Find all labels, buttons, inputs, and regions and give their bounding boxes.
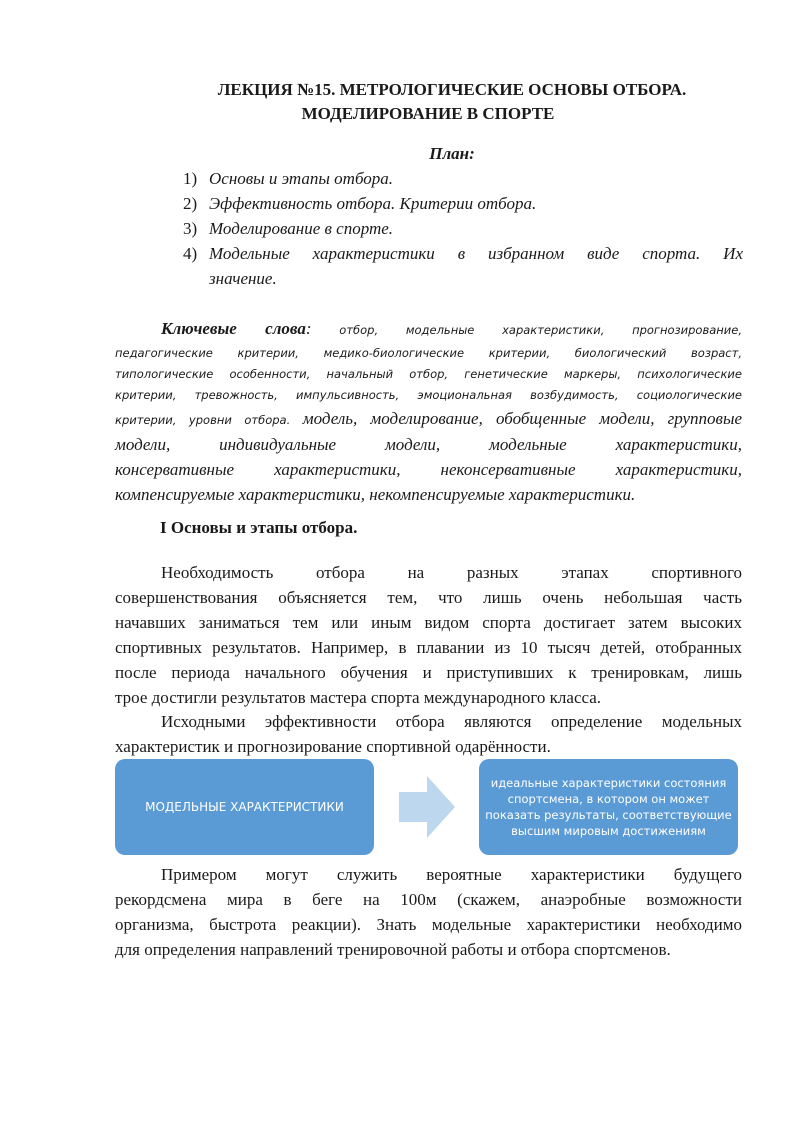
keywords-text: критерии, уровни отбора. [115, 413, 303, 427]
ideal-characteristics-box: идеальные характеристики состояния спортсмена, в котором он может показать результаты, соответствующие высшим мировым достижениям [479, 759, 738, 855]
keywords-line: модели, индивидуальные модели, модельные характеристики, [115, 435, 742, 454]
plan-item-text: Основы и этапы отбора. [209, 169, 394, 188]
section-heading: I Основы и этапы отбора. [160, 518, 358, 537]
plan-list [183, 166, 743, 291]
plan-item [183, 241, 743, 291]
plan-item-text-line1: Модельные характеристики в избранном виде спорта. Их [209, 244, 743, 263]
paragraph-line: для определения направлений тренировочной работы и отбора спортсменов. [115, 940, 671, 959]
paragraph-line: трое достигли результатов мастера спорта международного класса. [115, 688, 602, 707]
plan-item [183, 216, 743, 241]
keywords-line: типологические особенности, начальный отбор, генетические маркеры, психологические [115, 367, 742, 381]
keywords-block [115, 316, 742, 507]
paragraph-line: Необходимость отбора на разных этапах спортивного [161, 563, 742, 582]
plan-item-text-line2: значение. [209, 269, 277, 288]
lecture-title-line2: МОДЕЛИРОВАНИЕ В СПОРТЕ [301, 104, 555, 123]
paragraph [115, 862, 742, 962]
keywords-line [115, 316, 742, 343]
paragraph-line: Примером могут служить вероятные характеристики будущего [161, 865, 742, 884]
paragraph-line: после периода начального обучения и приступивших к тренировкам, лишь [115, 663, 742, 682]
keywords-line: педагогические критерии, медико-биологические критерии, биологический возраст, [115, 346, 742, 360]
paragraph-line: Исходными эффективности отбора являются определение модельных [161, 712, 742, 731]
keywords-line [115, 406, 742, 432]
keywords-text: модель, моделирование, обобщенные модели, групповые [302, 409, 742, 428]
plan-item-number: 1) [183, 169, 198, 188]
keywords-line: консервативные характеристики, неконсервативные характеристики, [115, 460, 742, 479]
keywords-colon: : [305, 319, 312, 338]
paragraph [115, 560, 742, 710]
keywords-line: критерии, тревожность, импульсивность, эмоциональная возбудимость, социологические [115, 388, 742, 402]
paragraph-line: организма, быстрота реакции). Знать модельные характеристики необходимо [115, 915, 742, 934]
keywords-text: отбор, модельные характеристики, прогнозирование, [311, 323, 742, 337]
keywords-label: Ключевые слова [161, 319, 306, 338]
paragraph-line: рекордсмена мира в беге на 100м (скажем, анаэробные возможности [115, 890, 742, 909]
keywords-line: компенсируемые характеристики, некомпенсируемые характеристики. [115, 485, 636, 504]
plan-item-text: Эффективность отбора. Критерии отбора. [209, 194, 537, 213]
plan-item [183, 166, 743, 191]
plan-item-text: Моделирование в спорте. [209, 219, 394, 238]
plan-heading: План: [429, 144, 475, 163]
plan-item-number: 4) [183, 244, 198, 263]
paragraph [115, 709, 742, 759]
arrow-right-icon [399, 776, 455, 838]
lecture-title-line1: ЛЕКЦИЯ №15. МЕТРОЛОГИЧЕСКИЕ ОСНОВЫ ОТБОРА. [217, 80, 687, 99]
plan-item-number: 3) [183, 219, 198, 238]
plan-item [183, 191, 743, 216]
paragraph-line: начавших заниматься тем или иным видом спорта достигает затем высоких [115, 613, 742, 632]
paragraph-line: совершенствования объясняется тем, что лишь очень небольшая часть [115, 588, 742, 607]
model-characteristics-box: МОДЕЛЬНЫЕ ХАРАКТЕРИСТИКИ [115, 759, 374, 855]
paragraph-line: спортивных результатов. Например, в плавании из 10 тысяч детей, отобранных [115, 638, 742, 657]
plan-item-text [209, 241, 743, 291]
plan-item-number: 2) [183, 194, 198, 213]
paragraph-line: характеристик и прогнозирование спортивной одарённости. [115, 737, 551, 756]
